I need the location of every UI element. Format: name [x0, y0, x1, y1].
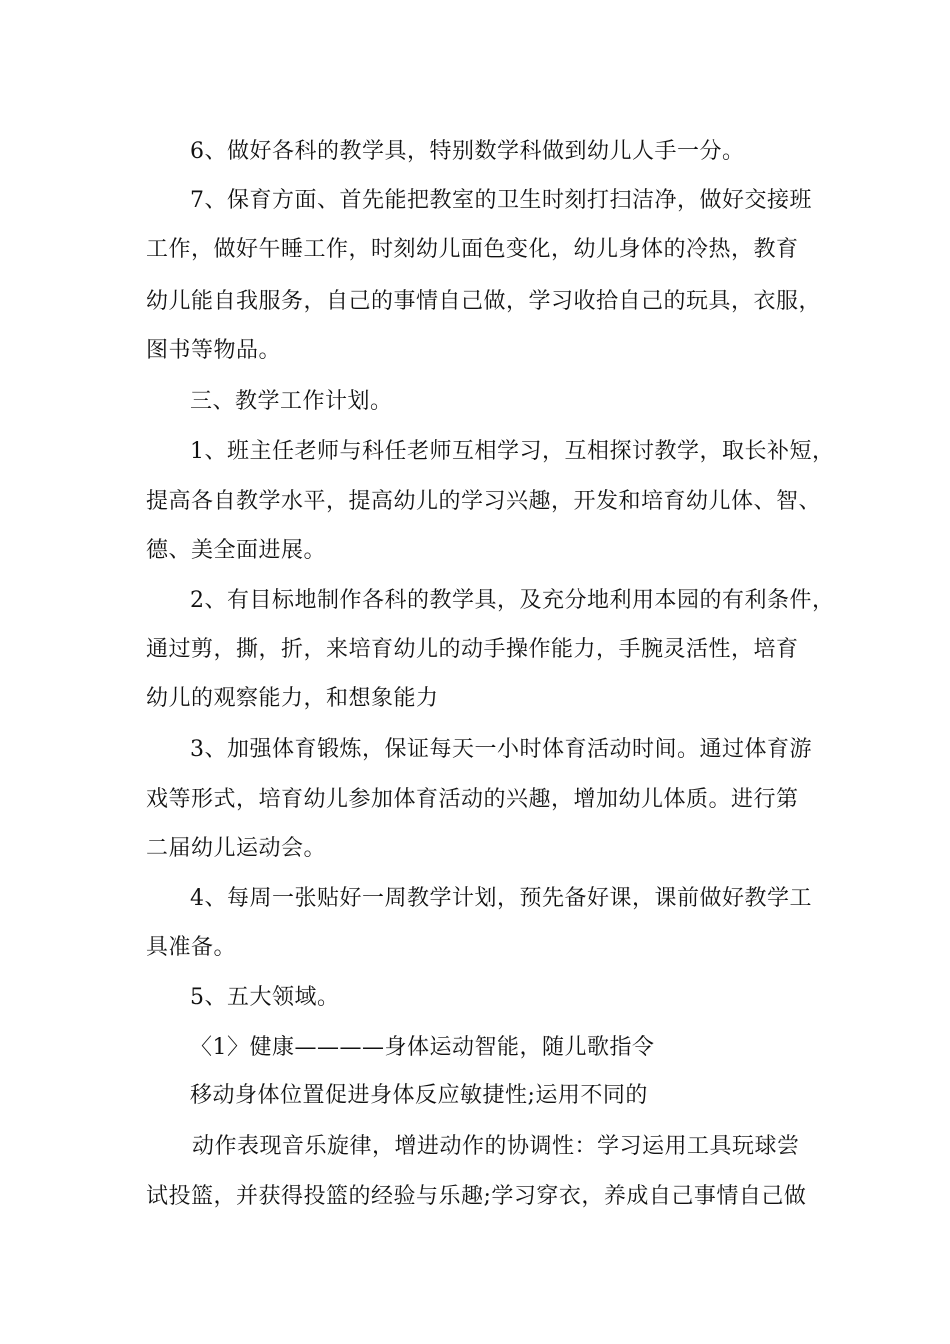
paragraph-line: 移动身体位置促进身体反应敏捷性;运用不同的 [190, 1083, 648, 1108]
paragraph-line: 提高各自教学水平，提高幼儿的学习兴趣，开发和培育幼儿体、智、 [146, 489, 822, 514]
paragraph-line: 3、加强体育锻炼，保证每天一小时体育活动时间。通过体育游 [190, 737, 812, 762]
paragraph-line: 通过剪，撕，折，来培育幼儿的动手操作能力，手腕灵活性，培育 [146, 637, 799, 662]
paragraph-line: 4、每周一张贴好一周教学计划，预先备好课，课前做好教学工 [190, 886, 812, 911]
paragraph-line: 7、保育方面、首先能把教室的卫生时刻打扫洁净，做好交接班 [190, 188, 812, 213]
paragraph-line: 工作，做好午睡工作，时刻幼儿面色变化，幼儿身体的冷热，教育 [146, 237, 799, 262]
paragraph-line: 5、五大领域。 [190, 985, 340, 1010]
paragraph-line: 〈1〉健康————身体运动智能，随儿歌指令 [190, 1035, 655, 1060]
paragraph-line: 具准备。 [146, 935, 237, 960]
paragraph-line: 幼儿能自我服务，自己的事情自己做，学习收拾自己的玩具，衣服， [146, 289, 822, 314]
paragraph-line: 二届幼儿运动会。 [146, 836, 327, 861]
paragraph-line: 试投篮，并获得投篮的经验与乐趣;学习穿衣，养成自己事情自己做 [146, 1184, 807, 1209]
paragraph-line: 1、班主任老师与科任老师互相学习，互相探讨教学，取长补短， [190, 439, 835, 464]
paragraph-line: 动作表现音乐旋律，增进动作的协调性：学习运用工具玩球尝 [192, 1134, 800, 1159]
paragraph-line: 德、美全面进展。 [146, 538, 327, 563]
paragraph-line: 6、做好各科的教学具，特别数学科做到幼儿人手一分。 [190, 139, 745, 164]
paragraph-line: 2、有目标地制作各科的教学具，及充分地利用本园的有利条件， [190, 588, 835, 613]
paragraph-line: 戏等形式，培育幼儿参加体育活动的兴趣，增加幼儿体质。进行第 [146, 787, 799, 812]
paragraph-line: 图书等物品。 [146, 338, 282, 363]
section-heading: 三、教学工作计划。 [190, 389, 393, 414]
paragraph-line: 幼儿的观察能力，和想象能力 [146, 686, 439, 711]
